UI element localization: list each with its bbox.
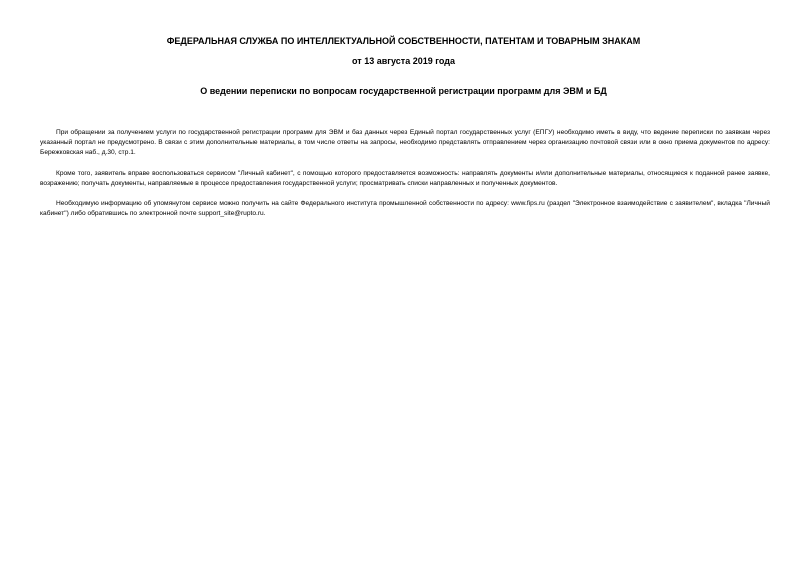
- body-paragraph-1: [40, 128, 770, 158]
- paragraph-text: Необходимую информацию об упомянутом сервисе можно получить на сайте Федерального института промышленной собственности по адресу: www.fips.ru (раздел "Электронное взаимодействие с заявителем", вкладка "Личный кабинет") либо обратившись по электронной почте support_site@rupto.ru.: [40, 200, 770, 217]
- document-subject: О ведении переписки по вопросам государственной регистрации программ для ЭВМ и БД: [200, 86, 607, 96]
- body-paragraph-3: [40, 199, 770, 219]
- paragraph-text: При обращении за получением услуги по государственной регистрации программ для ЭВМ и баз данных через Единый портал государственных услуг (ЕПГУ) необходимо иметь в виду, что ведение переписки по заявкам через указанный портал не предусмотрено. В связи с этим дополнительные материалы, в том числе ответы на запросы, необходимо представлять отправлением через организацию почтовой связи или в окно приема документов по адресу: Бережковская наб., д.30, стр.1.: [40, 129, 770, 156]
- body-paragraph-2: [40, 169, 770, 189]
- paragraph-text: Кроме того, заявитель вправе воспользоваться сервисом "Личный кабинет", с помощью которого предоставляется возможность: направлять документы и/или дополнительные материалы, относящиеся к поданной ранее заявке, возражению; получать документы, направляемые в процессе предоставления государственной услуги; просматривать списки направленных и полученных документов.: [40, 170, 770, 187]
- document-date: от 13 августа 2019 года: [352, 56, 455, 66]
- agency-title: ФЕДЕРАЛЬНАЯ СЛУЖБА ПО ИНТЕЛЛЕКТУАЛЬНОЙ СОБСТВЕННОСТИ, ПАТЕНТАМ И ТОВАРНЫМ ЗНАКАМ: [166, 36, 641, 46]
